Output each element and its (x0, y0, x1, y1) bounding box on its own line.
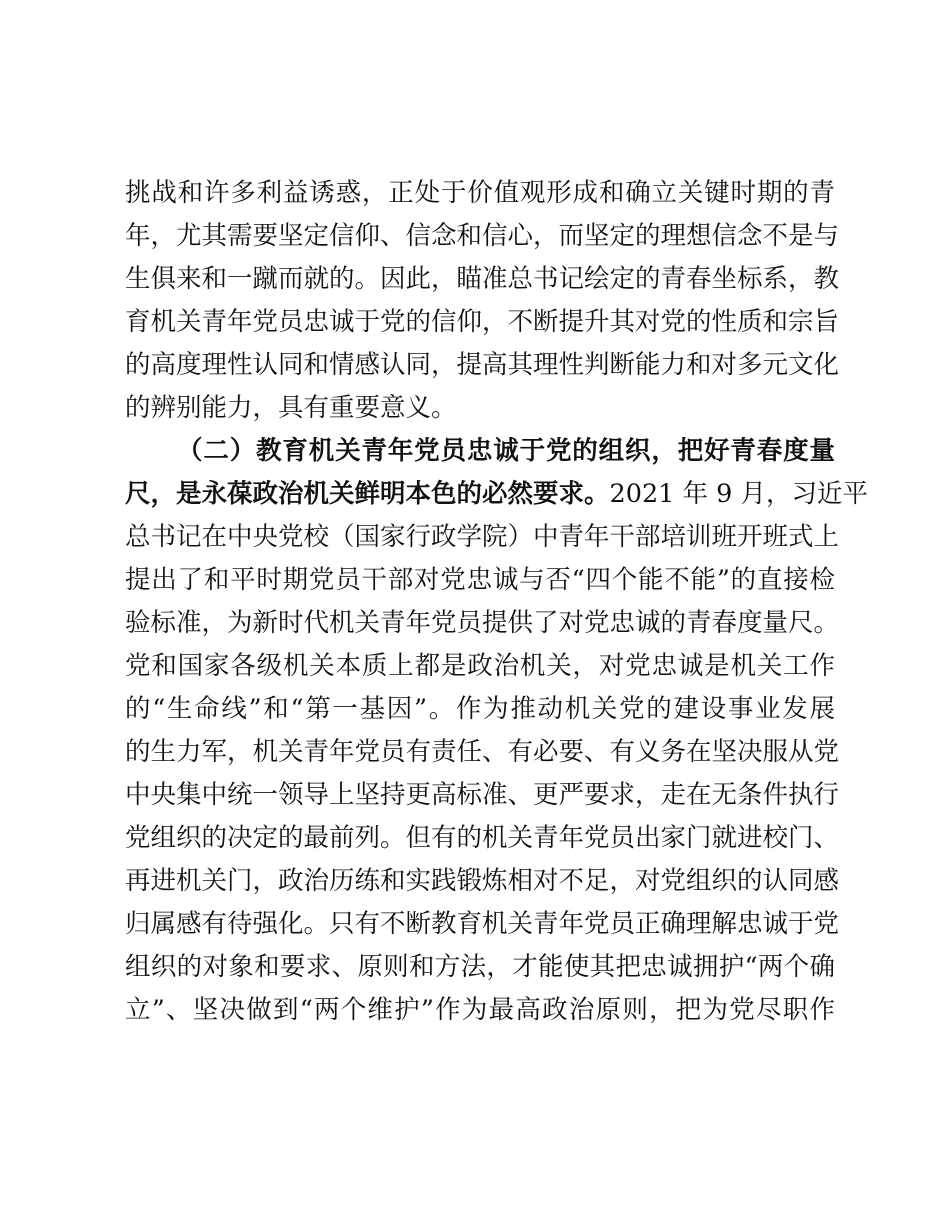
text-segment: 2021 年 9 月，习近平 (609, 479, 868, 509)
section-heading-end: 尺，是永葆政治机关鲜明本色的必然要求。 (125, 479, 610, 509)
text-line: 的生力军，机关青年党员有责任、有必要、有义务在坚决服从党 (125, 737, 840, 767)
text-line: 组织的对象和要求、原则和方法，才能使其把忠诚拥护“两个确 (125, 952, 835, 982)
text-line: 育机关青年党员忠诚于党的信仰，不断提升其对党的性质和宗旨 (125, 307, 840, 337)
section-heading-line: （二）教育机关青年党员忠诚于党的组织，把好青春度量 (177, 436, 835, 466)
text-line: 归属感有待强化。只有不断教育机关青年党员正确理解忠诚于党 (125, 909, 840, 939)
paragraph-1 (125, 172, 840, 430)
paragraph-2 (125, 430, 868, 1032)
text-line: 年，尤其需要坚定信仰、信念和信心，而坚定的理想信念不是与 (125, 221, 840, 251)
text-line: 提出了和平时期党员干部对党忠诚与否“四个能不能”的直接检 (125, 565, 835, 595)
text-line: 的“生命线”和“第一基因”。作为推动机关党的建设事业发展 (125, 694, 835, 724)
text-line: 生俱来和一蹴而就的。因此，瞄准总书记绘定的青春坐标系，教 (125, 264, 840, 294)
text-line: 验标准，为新时代机关青年党员提供了对党忠诚的青春度量尺。 (125, 608, 840, 638)
text-line: 党组织的决定的最前列。但有的机关青年党员出家门就进校门、 (125, 823, 840, 853)
text-line: 的辨别能力，具有重要意义。 (125, 393, 457, 423)
text-line: 挑战和许多利益诱惑，正处于价值观形成和确立关键时期的青 (125, 178, 835, 208)
text-line: 的高度理性认同和情感认同，提高其理性判断能力和对多元文化 (125, 350, 840, 380)
text-line: 中央集中统一领导上坚持更高标准、更严要求，走在无条件执行 (125, 780, 840, 810)
text-line-mixed (125, 473, 868, 516)
text-line: 党和国家各级机关本质上都是政治机关，对党忠诚是机关工作 (125, 651, 835, 681)
text-line: 立”、坚决做到“两个维护”作为最高政治原则，把为党尽职作 (125, 995, 835, 1025)
body-text (125, 172, 868, 1032)
text-line: 总书记在中央党校（国家行政学院）中青年干部培训班开班式上 (125, 522, 840, 552)
text-line: 再进机关门，政治历练和实践锻炼相对不足，对党组织的认同感 (125, 866, 840, 896)
